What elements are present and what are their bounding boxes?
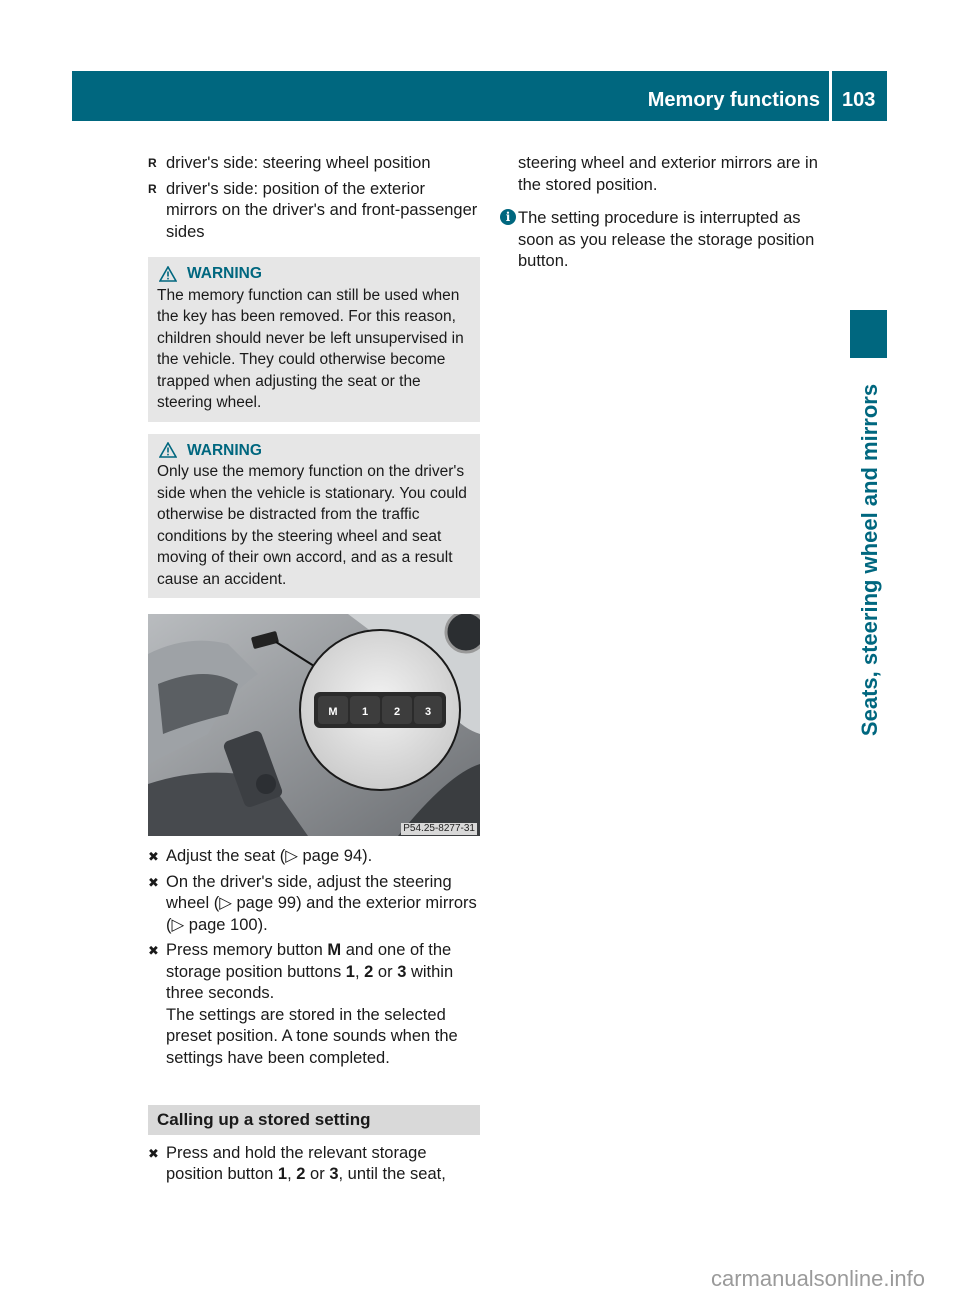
watermark: carmanualsonline.info <box>710 1266 925 1291</box>
bullet-marker: R <box>148 156 157 170</box>
page-header-title: Memory functions <box>647 89 820 111</box>
step-arrow-icon: ✖ <box>148 849 159 864</box>
storage-button-1: 1 <box>361 706 369 718</box>
step-arrow-icon: ✖ <box>148 1145 159 1161</box>
step-note: The settings are stored in the selected preset position. A tone sounds when the settings have been completed. <box>166 1005 458 1067</box>
warning-triangle-icon <box>159 266 177 282</box>
info-text: The setting procedure is interrupted as soon as you release the storage position button. <box>518 209 815 270</box>
warning-heading <box>159 263 472 285</box>
list-item <box>148 179 480 244</box>
step-text: Press memory button M and one of the storage position buttons 1, 2 or 3 within three seconds. <box>166 941 454 1002</box>
step-arrow-icon: ✖ <box>148 943 159 958</box>
header-separator <box>829 71 832 121</box>
memory-button-m: M <box>328 706 338 718</box>
section-heading: Calling up a stored setting <box>148 1105 480 1135</box>
step-text: On the driver's side, adjust the steering wheel (▷ page 99) and the exterior mirrors (▷ page 100). <box>166 872 477 934</box>
list-item-text: driver's side: steering wheel position <box>166 154 431 172</box>
list-item <box>148 153 480 175</box>
storage-button-3: 3 <box>424 706 432 718</box>
info-icon: i <box>500 209 516 225</box>
step-item <box>148 940 480 1069</box>
step-text: Press and hold the relevant storage position button 1, 2 or 3, until the seat, <box>166 1143 446 1183</box>
step-item <box>148 1143 480 1186</box>
info-note <box>500 208 830 273</box>
continuation-text: steering wheel and exterior mirrors are in the stored position. <box>518 154 818 194</box>
warning-text: Only use the memory function on the driver's side when the vehicle is stationary. You could otherwise be distracted from the traffic conditions by the steering wheel and seat moving of their own accord, and as a result cause an accident. <box>157 463 467 588</box>
list-item-text: driver's side: position of the exterior mirrors on the driver's and front-passenger sides <box>166 179 478 241</box>
step-item <box>148 846 480 868</box>
image-reference-label: P54.25-8277-31 <box>403 823 475 834</box>
warning-title: WARNING <box>187 441 262 459</box>
door-panel-illustration <box>148 614 480 836</box>
warning-box <box>148 434 480 599</box>
left-column <box>148 153 480 1190</box>
warning-heading <box>159 440 472 462</box>
page-number: 103 <box>842 89 876 111</box>
side-chapter-title: Seats, steering wheel and mirrors <box>857 383 882 737</box>
step-text: Adjust the seat (▷ page 94). <box>166 847 373 865</box>
storage-button-2: 2 <box>393 706 401 718</box>
warning-box <box>148 257 480 422</box>
step-item <box>148 872 480 937</box>
memory-buttons-photo <box>148 614 480 836</box>
side-tab <box>850 310 887 358</box>
step-arrow-icon: ✖ <box>148 874 159 890</box>
instruction-steps <box>148 846 480 1069</box>
warning-triangle-icon <box>159 442 177 458</box>
right-column <box>500 153 830 273</box>
bullet-marker: R <box>148 181 157 196</box>
warning-title: WARNING <box>187 265 262 282</box>
warning-text: The memory function can still be used when the key has been removed. For this reason, children should never be left unsupervised in the vehicle. They could otherwise become trapped when adjusting the seat or the steering wheel. <box>157 286 464 411</box>
